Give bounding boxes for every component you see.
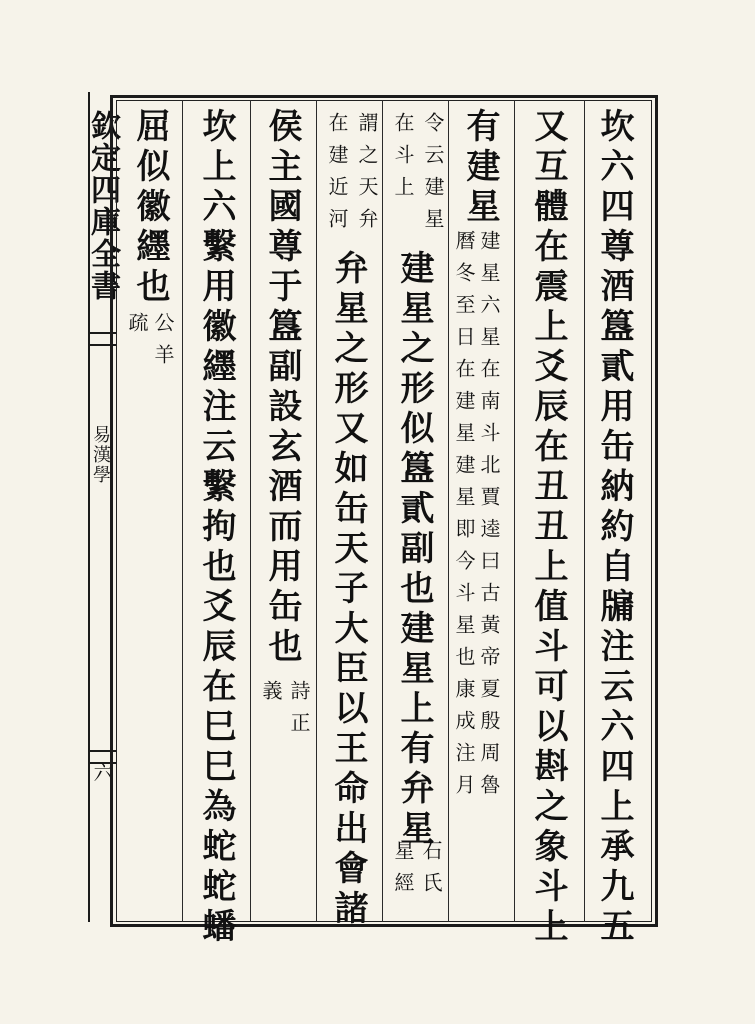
column-rule [448, 100, 449, 922]
note-line: 令云建星 [421, 112, 445, 240]
column-rule [316, 100, 317, 922]
column-rule [584, 100, 585, 922]
note-line: 公羊 [151, 312, 175, 376]
note-line: 石氏 [419, 840, 443, 904]
note-line: 曆冬至日在建星建星即今斗星也康成注月 [452, 230, 476, 806]
column-rule [250, 100, 251, 922]
note-line: 疏 [125, 312, 149, 344]
text-column: 建星之形似簋貳副也建星上有弁星 [394, 250, 434, 850]
text-column: 又互體在震上爻辰在丑丑上值斗可以斟之象斗上 [528, 108, 568, 948]
note-line: 謂之天弁 [355, 112, 379, 240]
note-line: 義 [259, 680, 283, 712]
note-line: 詩正 [287, 680, 311, 744]
text-column: 侯主國尊于簋副設玄酒而用缶也 [262, 108, 302, 668]
text-column: 坎六四尊酒簋貳用缶納約自牖注云六四上承九五 [594, 108, 634, 948]
text-column: 坎上六繫用徽纆注云繫拘也爻辰在巳巳為蛇蛇蟠 [196, 108, 236, 948]
note-line: 在建近河 [325, 112, 349, 240]
column-rule [182, 100, 183, 922]
note-line: 星經 [391, 840, 415, 904]
text-column: 有建星 [460, 108, 500, 228]
section-title: 易漢學 [90, 425, 111, 485]
column-rule [382, 100, 383, 922]
text-column: 屈似徽纆也 [130, 108, 170, 308]
text-column: 弁星之形又如缶天子大臣以王命出會諸 [328, 250, 368, 930]
column-rule [514, 100, 515, 922]
note-line: 在斗上 [391, 112, 415, 208]
book-title: 欽定四庫全書 [85, 110, 120, 302]
page-number: 六 [90, 762, 114, 788]
note-line: 建星六星在南斗北賈逵曰古黃帝夏殷周魯 [477, 230, 501, 806]
